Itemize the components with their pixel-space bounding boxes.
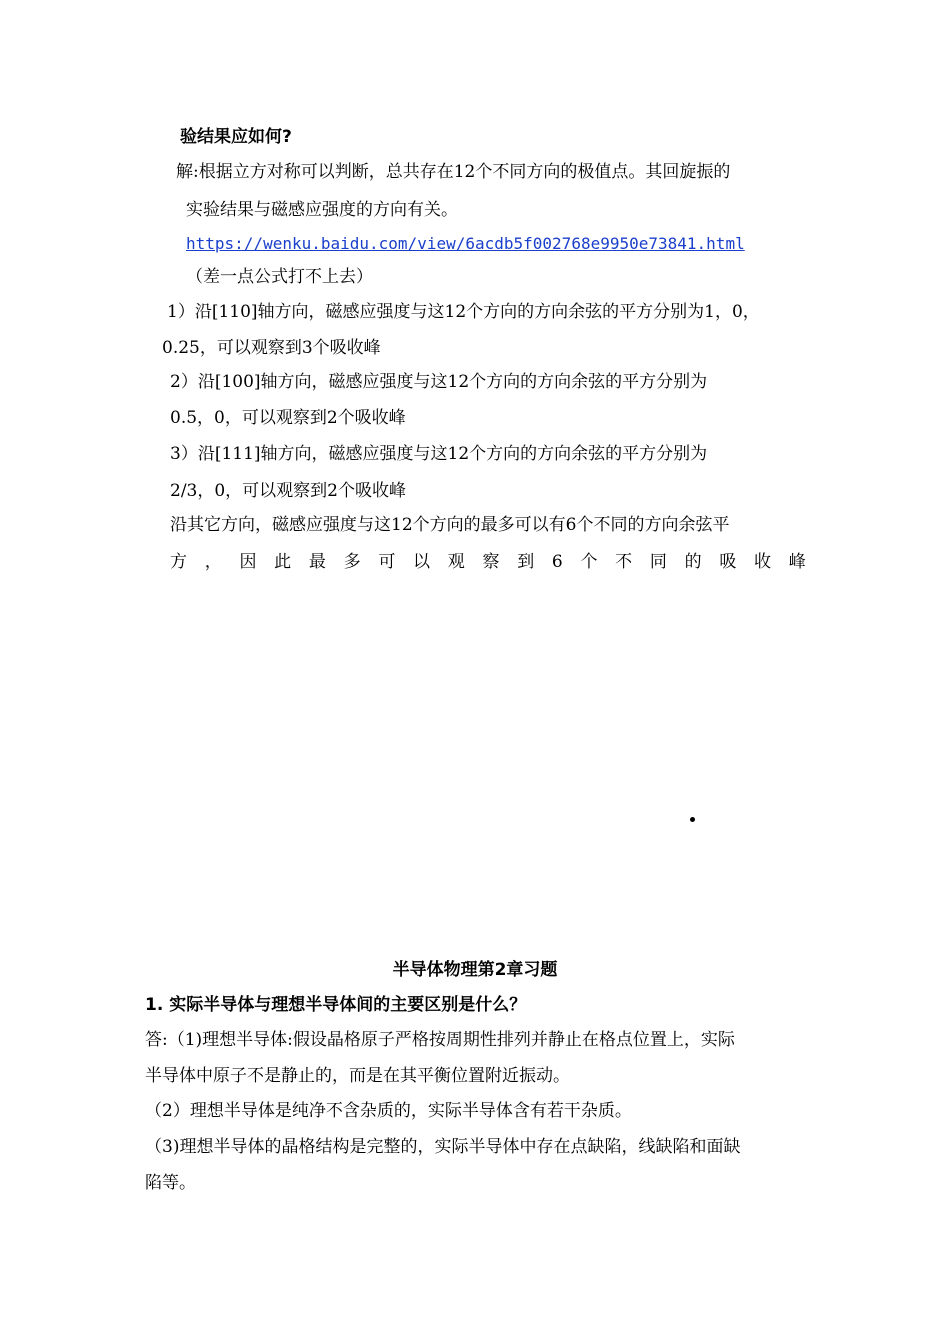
char: ，	[204, 552, 222, 572]
char: 峰	[788, 552, 806, 572]
answer-3-line-2: 陷等。	[145, 1173, 196, 1193]
item-1-line-1: 1）沿[110]轴方向，磁感应强度与这12个方向的方向余弦的平方分别为1，0，	[167, 302, 760, 322]
char: 最	[308, 552, 326, 572]
char: 收	[754, 552, 772, 572]
char: 因	[239, 552, 257, 572]
char: 观	[447, 552, 465, 572]
stray-dot	[690, 817, 695, 822]
note-text: （差一点公式打不上去）	[186, 267, 373, 287]
question-tail: 验结果应如何?	[180, 127, 292, 147]
item-3-line-1: 3）沿[111]轴方向，磁感应强度与这12个方向的方向余弦的平方分别为	[170, 444, 708, 464]
char: 6	[551, 552, 563, 572]
chapter-title: 半导体物理第2章习题	[392, 960, 558, 980]
answer-3-line-1: （3)理想半导体的晶格结构是完整的，实际半导体中存在点缺陷，线缺陷和面缺	[145, 1137, 741, 1157]
answer-line-1: 解:根据立方对称可以判断，总共存在12个不同方向的极值点。其回旋振的	[176, 162, 731, 182]
char: 方	[170, 552, 187, 572]
answer-line-2: 实验结果与磁感应强度的方向有关。	[186, 200, 458, 220]
char: 的	[684, 552, 702, 572]
char: 不	[615, 552, 633, 572]
char: 到	[517, 552, 535, 572]
char: 吸	[719, 552, 737, 572]
other-line-1: 沿其它方向，磁感应强度与这12个方向的最多可以有6个不同的方向余弦平	[170, 515, 730, 535]
char: 此	[274, 552, 292, 572]
answer-2: （2）理想半导体是纯净不含杂质的，实际半导体含有若干杂质。	[145, 1101, 632, 1121]
char: 同	[649, 552, 667, 572]
answer-1-line-2: 半导体中原子不是静止的，而是在其平衡位置附近振动。	[145, 1066, 570, 1086]
char: 多	[343, 552, 361, 572]
answer-1-line-1: 答:（1)理想半导体:假设晶格原子严格按周期性排列并静止在格点位置上，实际	[145, 1030, 735, 1050]
char: 察	[482, 552, 500, 572]
char: 个	[580, 552, 598, 572]
question-heading: 1. 实际半导体与理想半导体间的主要区别是什么？	[145, 995, 527, 1015]
char: 以	[413, 552, 431, 572]
item-2-line-2: 0.5，0，可以观察到2个吸收峰	[170, 408, 406, 428]
item-1-line-2: 0.25，可以观察到3个吸收峰	[162, 338, 381, 358]
reference-link[interactable]: https://wenku.baidu.com/view/6acdb5f002768e9950e73841.html	[186, 234, 745, 253]
char: 可	[378, 552, 396, 572]
item-2-line-1: 2）沿[100]轴方向，磁感应强度与这12个方向的方向余弦的平方分别为	[170, 372, 708, 392]
item-3-line-2: 2/3，0，可以观察到2个吸收峰	[170, 481, 406, 501]
other-line-2	[170, 552, 806, 572]
